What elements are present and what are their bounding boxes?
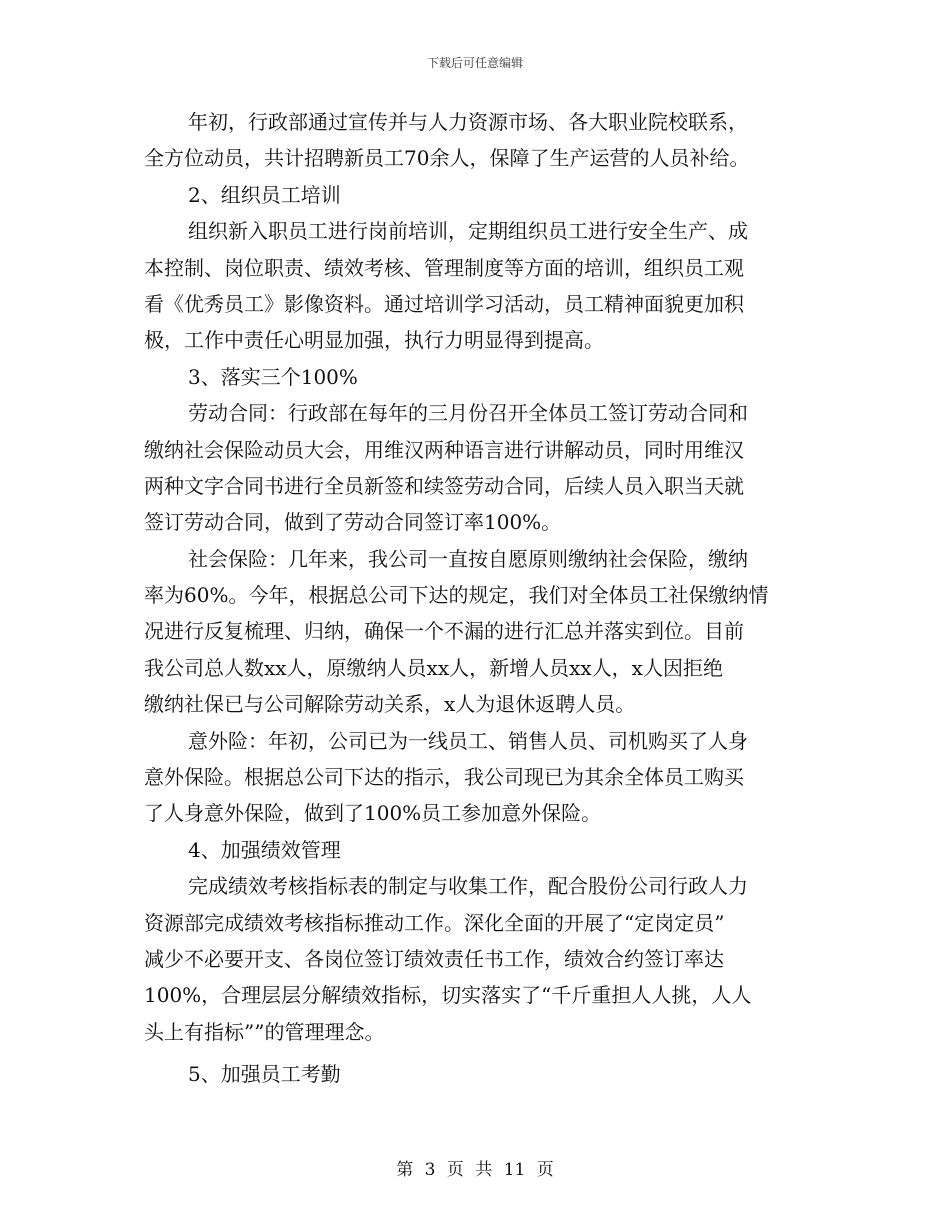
page-header: 下载后可任意编辑 — [426, 56, 523, 70]
paragraph-line: 100%，合理层层分解绩效指标，切实落实了“千斤重担人人挑，人人 — [144, 983, 752, 1008]
paragraph-line: 意外保险。根据总公司下达的指示，我公司现已为其余全体员工购买 — [144, 765, 744, 790]
paragraph-line: 完成绩效考核指标表的制定与收集工作，配合股份公司行政人力 — [188, 874, 748, 899]
paragraph-line: 资源部完成绩效考核指标推动工作。深化全面的开展了“定岗定员” — [144, 910, 725, 935]
section-heading: 3、落实三个100% — [188, 364, 358, 389]
paragraph-line: 劳动合同：行政部在每年的三月份召开全体员工签订劳动合同和 — [188, 401, 748, 426]
paragraph-line: 况进行反复梳理、归纳，确保一个不漏的进行汇总并落实到位。目前 — [144, 619, 744, 644]
section-heading: 4、加强绩效管理 — [188, 837, 341, 862]
paragraph-line: 缴纳社保已与公司解除劳动关系，x人为退休返聘人员。 — [144, 692, 636, 717]
paragraph-line: 我公司总人数xx人，原缴纳人员xx人，新增人员xx人，x人因拒绝 — [144, 655, 723, 680]
paragraph-line: 社会保险：几年来，我公司一直按自愿原则缴纳社会保险，缴纳 — [188, 546, 748, 571]
paragraph-line: 签订劳动合同，做到了劳动合同签订率100%。 — [144, 510, 562, 535]
paragraph-line: 意外险：年初，公司已为一线员工、销售人员、司机购买了人身 — [188, 728, 748, 753]
paragraph-line: 看《优秀员工》影像资料。通过培训学习活动，员工精神面貌更加积 — [144, 291, 744, 316]
paragraph-line: 本控制、岗位职责、绩效考核、管理制度等方面的培训，组织员工观 — [144, 255, 744, 280]
paragraph-line: 年初，行政部通过宣传并与人力资源市场、各大职业院校联系， — [188, 110, 748, 134]
paragraph-line: 极，工作中责任心明显加强，执行力明显得到提高。 — [144, 328, 604, 353]
paragraph-line: 了人身意外保险，做到了100%员工参加意外保险。 — [144, 801, 602, 826]
paragraph-line: 减少不必要开支、各岗位签订绩效责任书工作，绩效合约签订率达 — [144, 946, 724, 971]
paragraph-line: 率为60%。今年，根据总公司下达的规定，我们对全体员工社保缴纳情 — [144, 583, 769, 608]
paragraph-line: 全方位动员，共计招聘新员工70余人，保障了生产运营的人员补给。 — [144, 146, 750, 171]
document-body — [144, 104, 808, 1093]
paragraph-line: 两种文字合同书进行全员新签和续签劳动合同，后续人员入职当天就 — [144, 473, 744, 498]
paragraph-line: 组织新入职员工进行岗前培训，定期组织员工进行安全生产、成 — [188, 219, 748, 244]
section-heading: 5、加强员工考勤 — [188, 1062, 341, 1087]
paragraph-line: 缴纳社会保险动员大会，用维汉两种语言进行讲解动员，同时用维汉 — [144, 437, 744, 462]
section-heading: 2、组织员工培训 — [188, 182, 341, 207]
paragraph-line: 头上有指标””的管理理念。 — [144, 1019, 385, 1044]
page-footer: 第 3 页 共 11 页 — [396, 1160, 554, 1180]
